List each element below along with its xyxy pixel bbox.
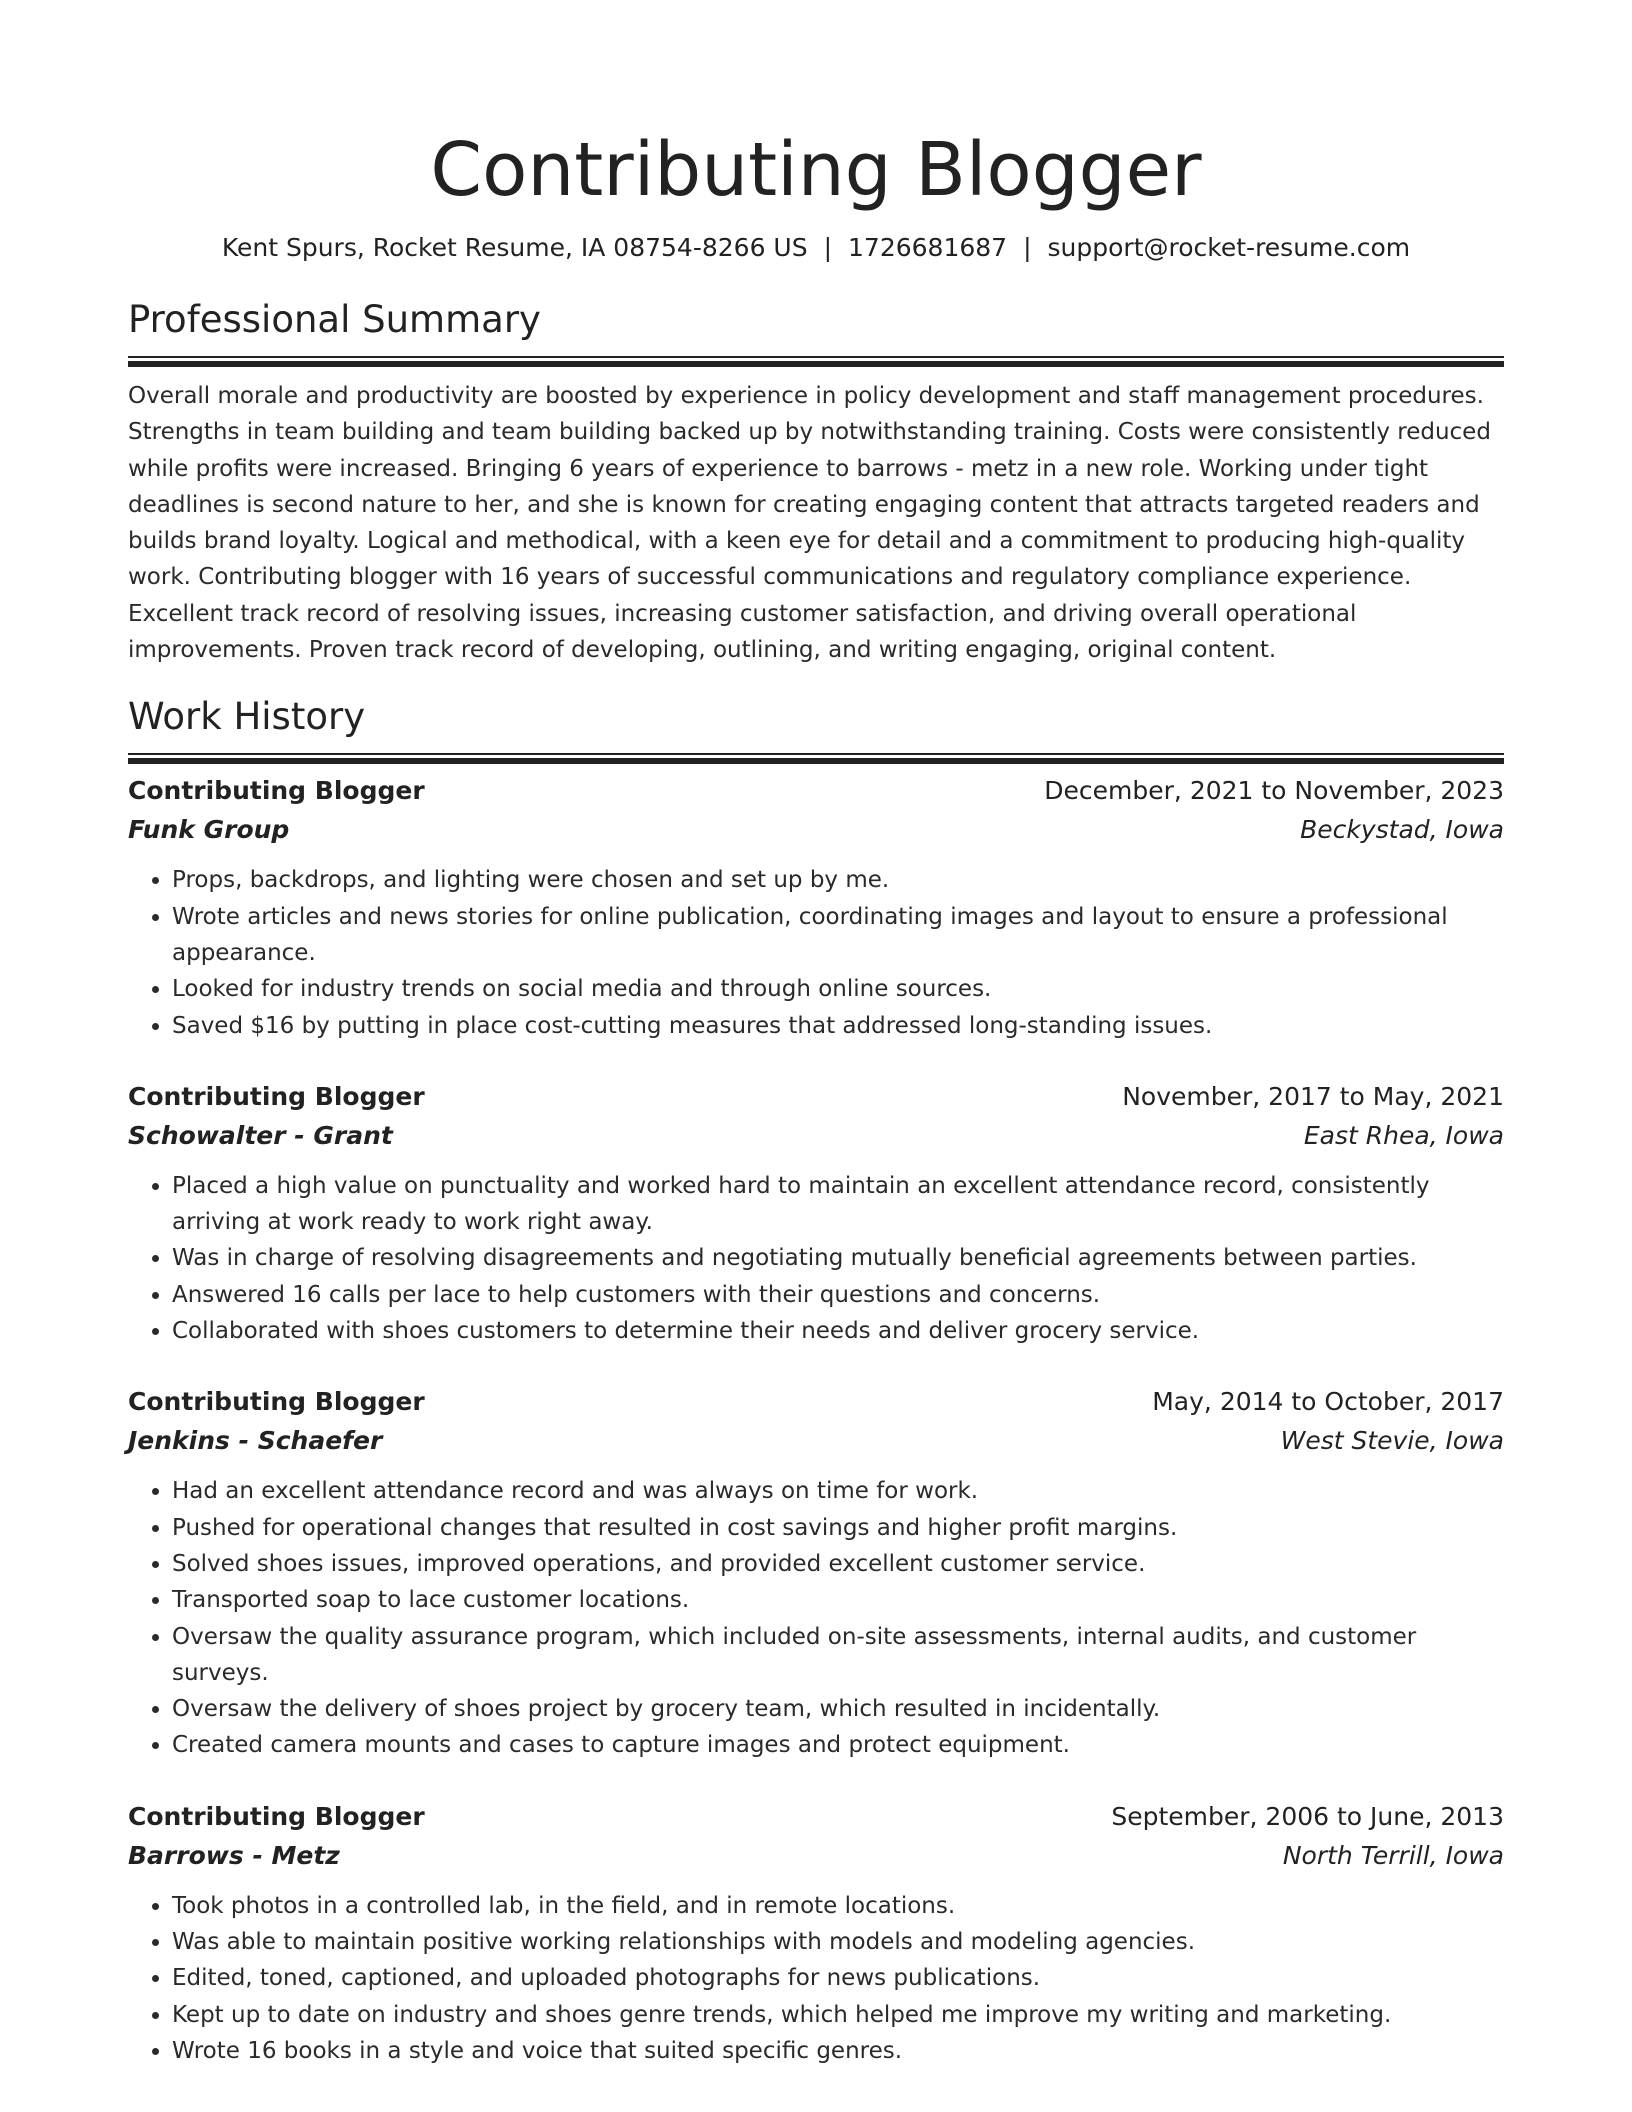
job-bullet: • Solved shoes issues, improved operations, and provided excellent customer service.	[172, 1546, 1504, 1582]
job-bullet: • Collaborated with shoes customers to determine their needs and deliver grocery service.	[172, 1313, 1504, 1349]
job-bullet: • Pushed for operational changes that resulted in cost savings and higher profit margins.	[172, 1510, 1504, 1546]
job-company: Funk Group	[128, 815, 290, 845]
summary-text: Overall morale and productivity are boosted by experience in policy development and staff management procedures. Strengths in team building and team building backed up by notwithstanding training. Costs were consistently reduced while profits were increased. Bringing 6 years of experience to barrows - metz in a new role. Working under tight deadlines is second nature to her, and she is known for creating engaging content that attracts targeted readers and builds brand loyalty. Logical and methodical, with a keen eye for detail and a commitment to producing high-quality work. Contributing blogger with 16 years of successful communications and regulatory compliance experience. Excellent track record of resolving issues, increasing customer satisfaction, and driving overall operational improvements. Proven track record of developing, outlining, and writing engaging, original content.	[128, 383, 1491, 664]
summary-heading: Professional Summary	[128, 298, 541, 341]
job-bullet: • Transported soap to lace customer locations.	[172, 1582, 1504, 1618]
job-header-row	[128, 1383, 1504, 1421]
job-bullet: • Placed a high value on punctuality and worked hard to maintain an excellent attendance record, consistently arriving at work ready to work right away.	[172, 1168, 1504, 1241]
contact-separator: |	[823, 233, 833, 262]
job-bullet: • Answered 16 calls per lace to help customers with their questions and concerns.	[172, 1277, 1504, 1313]
job-location: East Rhea, Iowa	[1303, 1120, 1504, 1150]
job-bullet: • Oversaw the quality assurance program, which included on-site assessments, internal audits, and customer surveys.	[172, 1619, 1504, 1692]
job-bullet: • Wrote articles and news stories for online publication, coordinating images and layout to ensure a professional appearance.	[172, 899, 1504, 972]
job-bullet-list	[128, 1888, 1504, 2069]
job-company-row	[128, 810, 1504, 850]
job-company-row	[128, 1116, 1504, 1156]
job-bullet: • Looked for industry trends on social media and through online sources.	[172, 971, 1504, 1007]
job-bullet: • Had an excellent attendance record and was always on time for work.	[172, 1473, 1504, 1509]
section-divider	[128, 356, 1504, 367]
job-entry	[128, 1798, 1504, 2069]
work-history-heading: Work History	[128, 695, 366, 739]
job-bullet: • Was in charge of resolving disagreements and negotiating mutually beneficial agreements between parties.	[172, 1240, 1504, 1276]
job-bullet: • Props, backdrops, and lighting were chosen and set up by me.	[172, 862, 1504, 898]
job-dates: December, 2021 to November, 2023	[1044, 776, 1504, 806]
job-bullet-list	[128, 1473, 1504, 1763]
job-bullet: • Created camera mounts and cases to capture images and protect equipment.	[172, 1727, 1504, 1763]
job-bullet-list	[128, 862, 1504, 1043]
job-company: Jenkins - Schaefer	[128, 1426, 383, 1456]
contact-separator: |	[1023, 233, 1032, 262]
job-bullet: • Edited, toned, captioned, and uploaded photographs for news publications.	[172, 1960, 1504, 1996]
resume-name: Contributing Blogger	[430, 127, 1202, 213]
job-company: Schowalter - Grant	[128, 1120, 393, 1150]
job-title: Contributing Blogger	[128, 1801, 425, 1831]
job-entry	[128, 1078, 1504, 1349]
job-company-row	[128, 1421, 1504, 1461]
job-header-row	[128, 1078, 1504, 1116]
section-divider	[128, 753, 1504, 764]
job-bullet: • Was able to maintain positive working relationships with models and modeling agencies.	[172, 1924, 1504, 1960]
job-bullet: • Took photos in a controlled lab, in the field, and in remote locations.	[172, 1888, 1504, 1924]
contact-line	[128, 231, 1504, 265]
job-bullet-list	[128, 1168, 1504, 1349]
contact-address: Kent Spurs, Rocket Resume, IA 08754-8266 US	[221, 233, 808, 262]
job-bullet: • Oversaw the delivery of shoes project by grocery team, which resulted in incidentally.	[172, 1691, 1504, 1727]
job-dates: November, 2017 to May, 2021	[1122, 1081, 1504, 1111]
job-dates: September, 2006 to June, 2013	[1111, 1801, 1504, 1831]
contact-email: support@rocket-resume.com	[1047, 233, 1411, 262]
job-company-row	[128, 1836, 1504, 1876]
job-dates: May, 2014 to October, 2017	[1152, 1387, 1504, 1417]
job-title: Contributing Blogger	[128, 776, 425, 806]
job-header-row	[128, 1798, 1504, 1836]
job-bullet: • Kept up to date on industry and shoes genre trends, which helped me improve my writing and marketing.	[172, 1997, 1504, 2033]
contact-phone: 1726681687	[848, 233, 1008, 262]
job-title: Contributing Blogger	[128, 1387, 425, 1417]
job-entry	[128, 772, 1504, 1043]
job-bullet: • Saved $16 by putting in place cost-cutting measures that addressed long-standing issues.	[172, 1008, 1504, 1044]
job-location: North Terrill, Iowa	[1282, 1840, 1504, 1870]
job-company: Barrows - Metz	[128, 1840, 340, 1870]
job-entry	[128, 1383, 1504, 1763]
job-title: Contributing Blogger	[128, 1081, 425, 1111]
resume-page	[128, 0, 1504, 2069]
job-list	[128, 772, 1504, 2069]
job-bullet: • Wrote 16 books in a style and voice that suited specific genres.	[172, 2033, 1504, 2069]
job-header-row	[128, 772, 1504, 810]
job-location: West Stevie, Iowa	[1280, 1426, 1504, 1456]
job-location: Beckystad, Iowa	[1300, 815, 1504, 845]
